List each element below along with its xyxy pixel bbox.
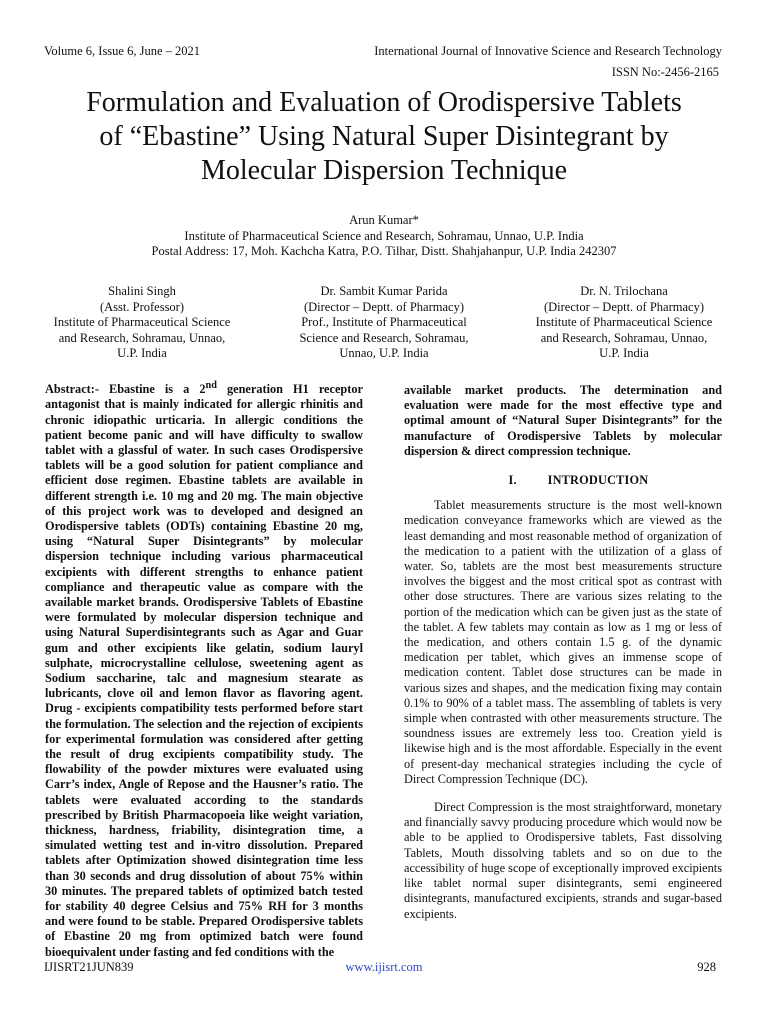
footer-paper-id: IJISRT21JUN839	[44, 960, 134, 974]
coauthor-name: Shalini Singh	[108, 284, 176, 298]
paper-title	[30, 86, 738, 188]
coauthor-affiliation: Unnao, U.P. India	[339, 346, 429, 360]
intro-paragraph-1: Tablet measurements structure is the most well-known medication conveyance frameworks which are viewed as the least demanding and most reasonable method of organization of the medication to a patient with the utilization of a glass of water. So, tablets are the most best measurements structure involves the biggest and the most critical spot as contrast with other dose structures. There are various sizes relating to the portion of the medication which can be given just as the state of the tablet. A few tablets may contain as low as 1 mg or less of the medication, and others contain 1.5 g. of the dynamic medication per tablet, which gives an immense scope of medication content. Tablet dose structures can be made in various sizes and shapes, and the medication fixing may contain 0.1% to 90% of a tablet mass. The assembling of tablets is very simple when contrasted with other measurements structure. The soundness issues are extremely less too. Creation yield is likewise high and is the most affordable. Especially in the event of present-day mechanical strategies including the cycle of Direct Compression Technique (DC).	[404, 498, 722, 786]
section-heading-introduction	[404, 473, 722, 488]
coauthor-affiliation: Science and Research, Sohramau,	[299, 330, 469, 345]
coauthor-2	[274, 284, 494, 362]
main-author-postal: Postal Address: 17, Moh. Kachcha Katra, P.O. Tilhar, Distt. Shahjahanpur, U.P. India 242307	[151, 244, 617, 258]
intro-paragraph-2: Direct Compression is the most straightforward, monetary and financially savvy producing procedure which would now be able to be applied to Orodispersive tablets, Fast dissolving Tablets, Mouth dissolving tablets and so on due to the accessibility of huge scope of exceptionally improved excipients like tablet normal super disintegrants, semi engineered disintegrants, manufactured excipients, strands and sugar-based excipients.	[404, 800, 722, 921]
coauthor-affiliation: Prof., Institute of Pharmaceutical	[301, 315, 467, 329]
journal-volume: Volume 6, Issue 6, June – 2021	[44, 44, 201, 58]
coauthor-1	[32, 284, 252, 362]
abstract-label: Abstract:-	[45, 382, 99, 397]
main-author-affiliation: Institute of Pharmaceutical Science and Research, Sohramau, Unnao, U.P. India	[184, 228, 584, 243]
title-line-2: of “Ebastine” Using Natural Super Disintegrant by	[99, 121, 669, 152]
coauthor-affiliation: Institute of Pharmaceutical Science	[535, 315, 713, 329]
coauthor-affiliation: and Research, Sohramau, Unnao,	[540, 330, 708, 345]
abstract-paragraph	[45, 378, 363, 960]
title-line-1: Formulation and Evaluation of Orodispersive Tablets	[86, 87, 682, 118]
left-column	[45, 378, 363, 960]
right-column	[404, 383, 722, 922]
title-line-3: Molecular Dispersion Technique	[200, 155, 568, 186]
coauthor-affiliation: Institute of Pharmaceutical Science	[53, 315, 231, 329]
main-author-block	[40, 213, 728, 260]
coauthor-affiliation: and Research, Sohramau, Unnao,	[58, 330, 226, 345]
footer-website-link[interactable]: www.ijisrt.com	[345, 960, 423, 974]
abstract-body: generation H1 receptor antagonist that is mainly indicated for allergic rhinitis and chronic idiopathic urticaria. In allergic conditions the patient become panic and will have difficulty to swallow tablet with a glassful of water. In such cases Orodispersive tablets will be a good solution for patient compliance and efficient dose regimen. Ebastine tablets are available in different strength i.e. 10 mg and 20 mg. The main objective of this project work was to developed and designed an Orodispersive tablets (ODTs) containing Ebastine 20 mg, using “Natural Super Disintegrants” by molecular dispersion technique including various pharmaceutical excipients with different strengths to enhance patient compliance and therapeutic value as compare with the available market brands. Orodispersive Tablets of Ebastine were formulated by molecular dispersion technique and using Natural Superdisintegrants such as Agar and Guar gum and other excipients like gelatin, sodium lauryl sulphate, microcrystalline cellulose, sweetening agent as Sodium saccharine, talc and magnesium stearate as lubricants, clove oil and lemon flavor as flavoring agent. Drug - excipients compatibility tests performed before start the formulation. The selection and the rejection of excipients for experimental formulation was considered after getting the result of drug excipients compatibility study. The flowability of the powder mixtures were evaluated using Carr’s index, Angle of Repose and the Hausner’s ratio. The tablets were evaluated according to the standards prescribed by British Pharmacopoeia like weight variation, thickness, hardness, friability, disintegration time, a simulated wetting test and in-vitro dissolution. Prepared tablets after Optimization showed disintegration time less than 30 seconds and drug dissolution of about 75% within 30 minutes. The prepared tablets of optimized batch tested for stability 40 degree Celsius and 75% RH for 3 months and were found to be stable. Prepared Orodispersive tablets of Ebastine 20 mg from optimized batch were found bioequivalent under fasting and fed conditions with the	[45, 382, 363, 959]
coauthor-role: (Director – Deptt. of Pharmacy)	[303, 299, 464, 314]
coauthor-role: (Director – Deptt. of Pharmacy)	[543, 299, 704, 314]
coauthor-name: Dr. N. Trilochana	[580, 284, 668, 298]
main-author-name: Arun Kumar*	[349, 213, 419, 227]
section-title: INTRODUCTION	[547, 473, 649, 488]
abstract-superscript: nd	[205, 380, 217, 391]
journal-name: International Journal of Innovative Science and Research Technology	[374, 44, 722, 58]
journal-issn: ISSN No:-2456-2165	[611, 65, 719, 79]
coauthor-affiliation: U.P. India	[117, 346, 167, 360]
coauthor-name: Dr. Sambit Kumar Parida	[320, 284, 448, 298]
abstract-lead: Ebastine is a 2	[98, 382, 206, 397]
coauthor-affiliation: U.P. India	[599, 346, 649, 360]
abstract-continuation: available market products. The determination and evaluation were made for the most effective type and optimal amount of “Natural Super Disintegrants” for the manufacture of Orodispersive Tablets by molecular dispersion & direct compression technique.	[404, 383, 722, 458]
section-number: I.	[508, 473, 517, 488]
coauthor-3	[514, 284, 734, 362]
footer-page-number: 928	[697, 960, 716, 974]
coauthor-role: (Asst. Professor)	[99, 299, 185, 314]
